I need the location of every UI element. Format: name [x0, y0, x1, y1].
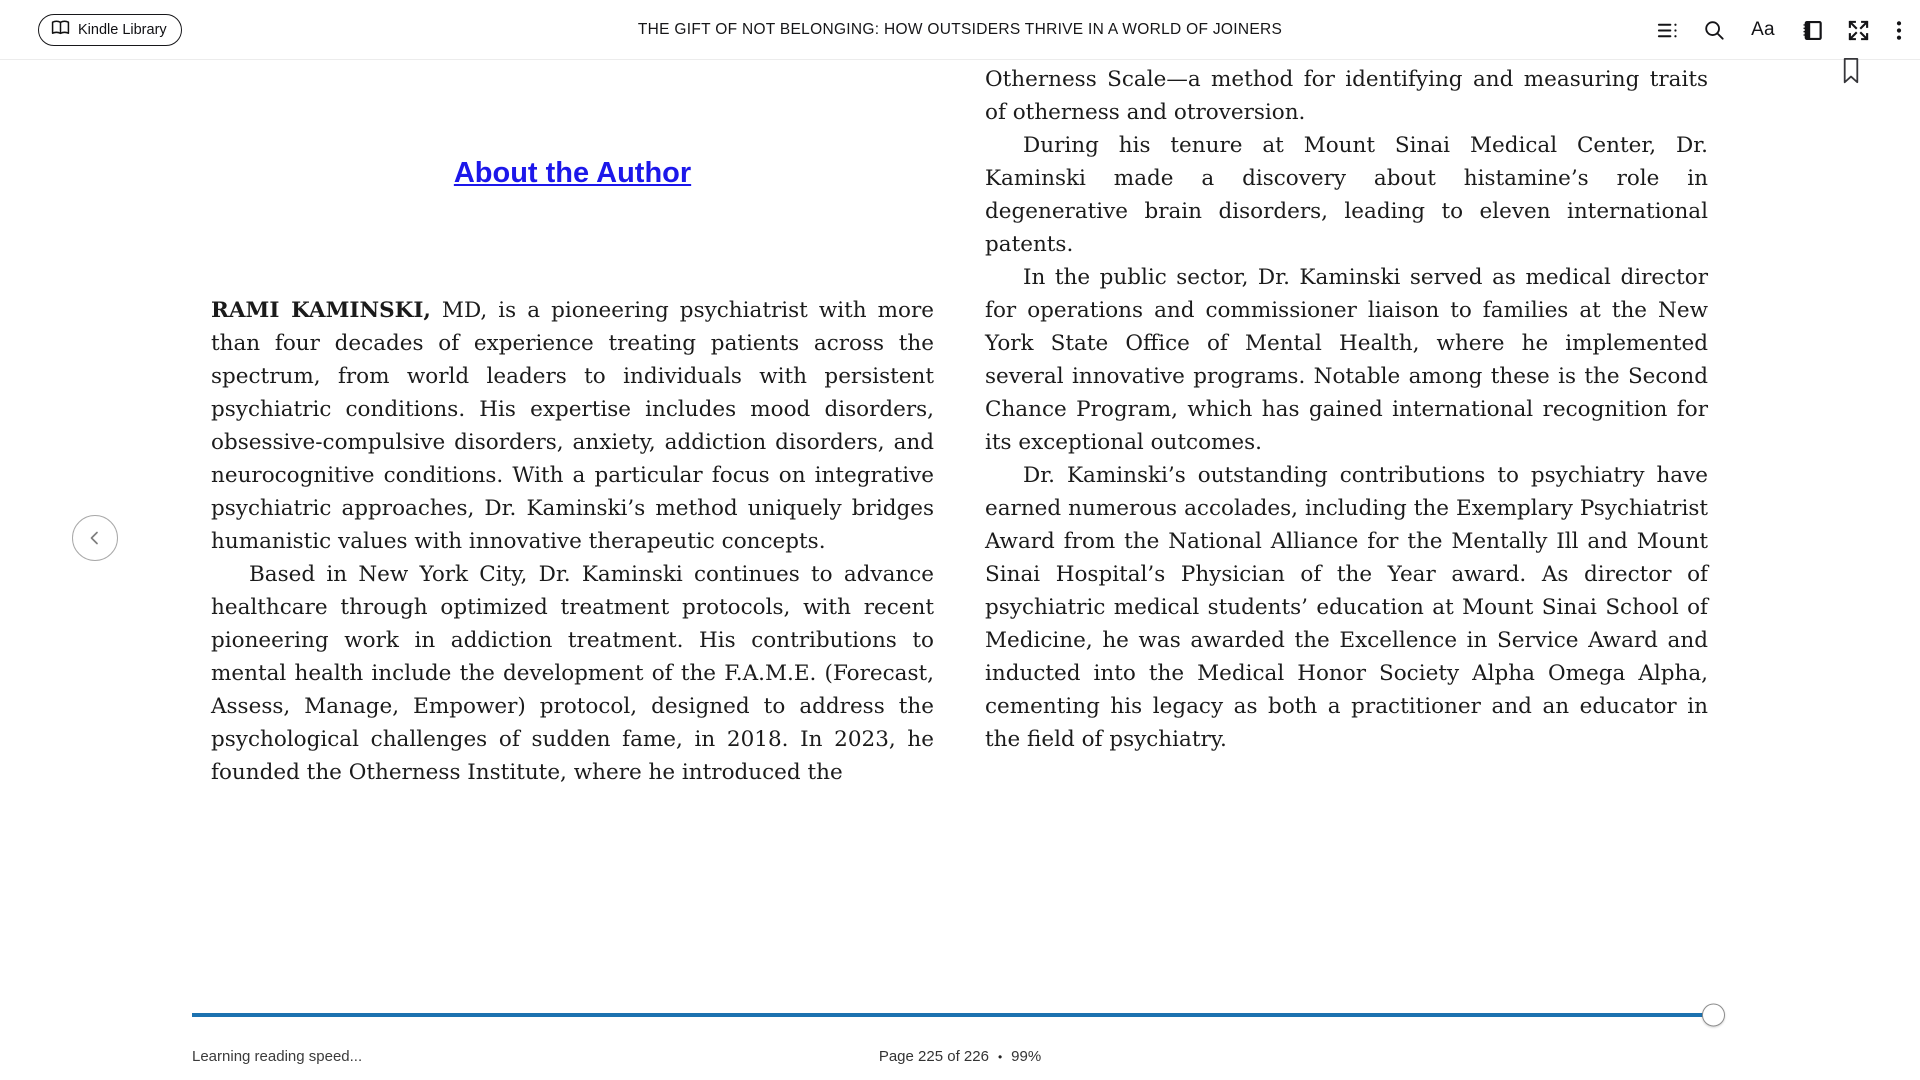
progress-track[interactable]: [192, 1013, 1728, 1017]
percent-read-text: 99%: [1011, 1048, 1042, 1065]
toc-icon[interactable]: [1655, 18, 1680, 43]
font-settings-icon[interactable]: [1747, 18, 1779, 43]
chapter-heading-link[interactable]: About the Author: [453, 157, 692, 189]
page-indicator: [879, 1048, 1041, 1065]
author-name-bold: RAMI KAMINSKI,: [211, 298, 431, 323]
paragraph: Dr. Kaminski’s outstanding contributions to psychiatry have earned numerous accolades, including the Exemplary Psychiatrist Award from the National Alliance for the Mentally Ill and Mount Sinai Hospital’s Physician of the Year award. As director of psychiatric medical students’ education at Mount Sinai School of Medicine, he was awarded the Excellence in Service Award and inducted into the Medical Honor Society Alpha Omega Alpha, cementing his legacy as both a practitioner and an educator in the field of psychiatry.: [985, 463, 1708, 752]
toolbar-icon-group: [1655, 0, 1906, 60]
page-number-text: Page 225 of 226: [878, 1048, 989, 1065]
reading-progress-slider[interactable]: [192, 1002, 1728, 1028]
reading-speed-status: Learning reading speed...: [192, 1048, 363, 1065]
right-column: [985, 60, 1708, 789]
chevron-left-icon: [85, 528, 105, 548]
overflow-menu-icon[interactable]: [1892, 18, 1906, 43]
aa-label: Aa: [1751, 19, 1775, 40]
open-book-icon: [51, 20, 70, 40]
paragraph: During his tenure at Mount Sinai Medical Center, Dr. Kaminski made a discovery about histamine’s role in degenerative brain disorders, leading to eleven international patents.: [985, 133, 1708, 257]
previous-page-button[interactable]: [72, 515, 118, 561]
progress-fill: [192, 1013, 1713, 1017]
paragraph: [211, 294, 934, 558]
paragraph-text: MD, is a pioneering psychiatrist with more than four decades of experience treating patients across the spectrum, from world leaders to individuals with persistent psychiatric conditions. His expertise includes mood disorders, obsessive-compulsive disorders, anxiety, addiction disorders, and neurocognitive conditions. With a particular focus on integrative psychiatric approaches, Dr. Kaminski’s method uniquely bridges humanistic values with innovative therapeutic concepts.: [211, 298, 934, 554]
progress-handle[interactable]: [1702, 1003, 1725, 1026]
book-title: THE GIFT OF NOT BELONGING: HOW OUTSIDERS THRIVE IN A WORLD OF JOINERS: [637, 21, 1283, 38]
fullscreen-icon[interactable]: [1846, 18, 1871, 43]
paragraph: Otherness Scale—a method for identifying and measuring traits of otherness and otroversion.: [985, 67, 1708, 125]
separator-dot: •: [997, 1049, 1003, 1064]
search-icon[interactable]: [1701, 18, 1726, 43]
left-column: [211, 60, 934, 789]
paragraph: Based in New York City, Dr. Kaminski continues to advance healthcare through optimized treatment protocols, with recent pioneering work in addiction treatment. His contributions to mental health include the development of the F.A.M.E. (Forecast, Assess, Manage, Empower) protocol, designed to address the psychological challenges of sudden fame, in 2018. In 2023, he founded the Otherness Institute, where he introduced the: [211, 562, 934, 785]
bookmark-icon[interactable]: [1842, 57, 1860, 85]
page-layout-icon[interactable]: [1800, 18, 1825, 43]
paragraph: In the public sector, Dr. Kaminski served as medical director for operations and commissioner liaison to families at the New York State Office of Mental Health, where he implemented several innovative programs. Notable among these is the Second Chance Program, which has gained international recognition for its exceptional outcomes.: [985, 265, 1708, 455]
page-content: [211, 60, 1708, 789]
top-toolbar: [0, 0, 1920, 60]
kindle-library-button[interactable]: [38, 14, 182, 46]
kindle-library-label: Kindle Library: [78, 22, 167, 38]
